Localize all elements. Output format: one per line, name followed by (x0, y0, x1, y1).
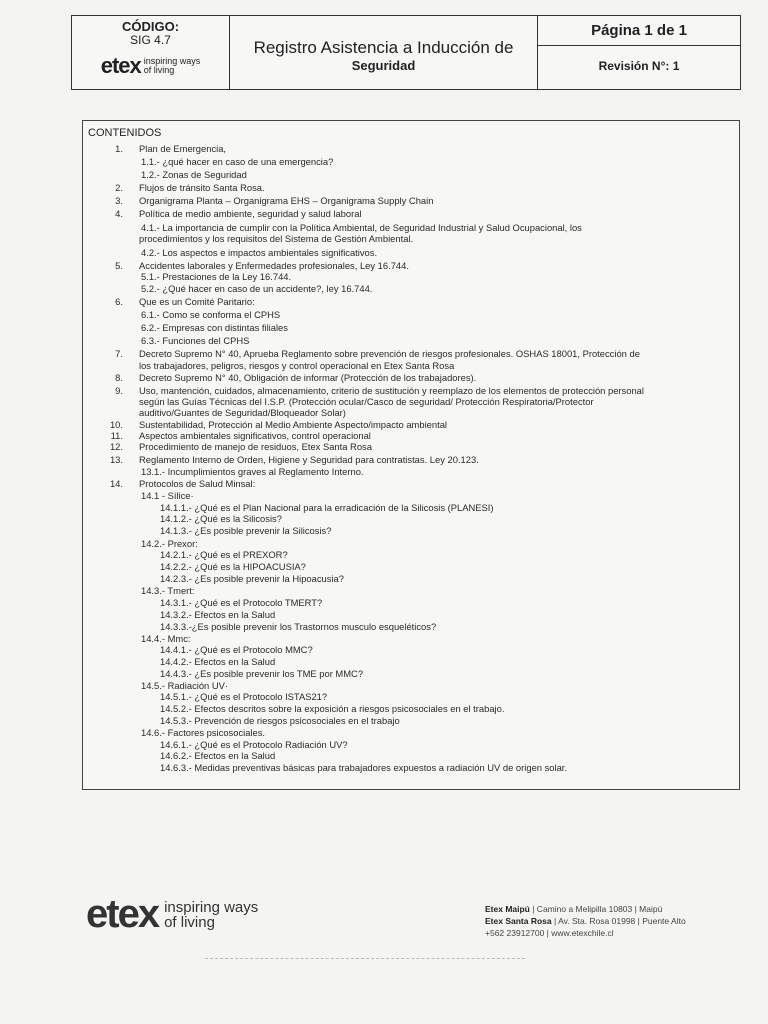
address-santa-rosa (485, 915, 686, 927)
code-label: CÓDIGO: (121, 19, 180, 34)
footer-divider (205, 958, 525, 959)
footer-tagline-line-1: inspiring ways (164, 898, 259, 916)
contents-line: Organigrama Planta – Organigrama EHS – Organigrama Supply Chain (139, 195, 434, 206)
contents-line: Que es un Comité Paritario: (139, 296, 255, 307)
contents-line: Política de medio ambiente, seguridad y salud laboral (139, 208, 362, 219)
item-number: 10. (109, 419, 123, 430)
contents-line: 14.6.2.- Efectos en la Salud (160, 750, 276, 761)
contents-line: Protocolos de Salud Minsal: (139, 478, 256, 489)
contents-line: 14.4.1.- ¿Qué es el Protocolo MMC? (160, 644, 313, 655)
contents-line: 14.1.1.- ¿Qué es el Plan Nacional para la erradicación de la Silicosis (PLANESI) (160, 502, 494, 513)
revision-cell (538, 46, 740, 89)
contents-box (82, 120, 740, 790)
contents-line: 14.2.3.- ¿Es posible prevenir la Hipoacusia? (160, 573, 344, 584)
contents-line: 14.6.- Factores psicosociales. (141, 727, 266, 738)
document-header (71, 15, 741, 90)
contents-line: 4.1.- La importancia de cumplir con la Política Ambiental, de Seguridad Industrial y Salud Ocupacional, los (141, 222, 582, 233)
contents-line: Decreto Supremo N° 40, Obligación de informar (Protección de los trabajadores). (139, 372, 477, 383)
contents-line: 5.1.- Prestaciones de la Ley 16.744. (141, 271, 292, 282)
contents-line: Accidentes laborales y Enfermedades profesionales, Ley 16.744. (139, 260, 409, 271)
logo-tagline-line-2: of living (143, 65, 175, 75)
contents-title: CONTENIDOS (88, 127, 162, 139)
footer-logo (86, 892, 258, 937)
contents-line: los trabajadores, peligros, riesgos y control operacional en Etex Santa Rosa (139, 360, 455, 371)
contents-line: 6.1.- Como se conforma el CPHS (141, 309, 281, 320)
contents-line: 14.5.3.- Prevención de riesgos psicosociales en el trabajo (160, 715, 400, 726)
contents-line: 1.1.- ¿qué hacer en caso de una emergencia? (141, 156, 334, 167)
item-number: 12. (109, 441, 123, 452)
address-contact: +562 23912700 | www.etexchile.cl (485, 928, 614, 938)
contents-line: 14.3.3.-¿Es posible prevenir los Trastornos musculo esqueléticos? (160, 621, 437, 632)
contents-line: 14.1 - Sílice· (141, 490, 194, 501)
contents-line: 14.1.3.- ¿Es posible prevenir la Silicosis? (160, 525, 332, 536)
address-santa-rosa-text: | Av. Sta. Rosa 01998 | Puente Alto (551, 916, 686, 926)
contents-line: Sustentabilidad, Protección al Medio Ambiente Aspecto/impacto ambiental (139, 419, 447, 430)
address-santa-rosa-name: Etex Santa Rosa (485, 916, 552, 926)
item-number: 5. (115, 260, 123, 271)
contents-line: 14.5.1.- ¿Qué es el Protocolo ISTAS21? (160, 691, 328, 702)
contents-line: 14.6.1.- ¿Qué es el Protocolo Radiación UV? (160, 739, 348, 750)
contents-line: 5.2.- ¿Qué hacer en caso de un accidente?, ley 16.744. (141, 283, 373, 294)
contents-line: Aspectos ambientales significativos, control operacional (139, 430, 371, 441)
contents-line: 14.3.2.- Efectos en la Salud (160, 609, 276, 620)
contents-line: Decreto Supremo N° 40, Aprueba Reglamento sobre prevención de riesgos profesionales. OSHAS 18001, Protección de (139, 348, 640, 359)
item-number: 9. (115, 385, 123, 396)
code-cell (72, 16, 230, 89)
contents-line: según las Guías Técnicas del I.S.P. (Protección ocular/Casco de seguridad/ Protección Respiratoria/Protector (139, 396, 594, 407)
contents-line: 1.2.- Zonas de Seguridad (141, 169, 247, 180)
contents-line: 14.4.3.- ¿Es posible prevenir los TME por MMC? (160, 668, 364, 679)
contents-line: 4.2.- Los aspectos e impactos ambientales significativos. (141, 247, 378, 258)
item-number: 4. (115, 208, 123, 219)
contents-line: Procedimiento de manejo de residuos, Etex Santa Rosa (139, 441, 372, 452)
contents-line: 14.4.- Mmc: (141, 633, 191, 644)
logo-tagline (144, 57, 201, 75)
contents-line: auditivo/Guantes de Seguridad/Bloqueador Solar) (139, 407, 346, 418)
contents-line: 14.6.3.- Medidas preventivas básicas para trabajadores expuestos a radiación UV de origen solar. (160, 762, 568, 773)
contents-line: 14.2.1.- ¿Qué es el PREXOR? (160, 549, 288, 560)
item-number: 7. (115, 348, 123, 359)
document-title: Registro Asistencia a Inducción de (253, 38, 514, 57)
page-cell (538, 16, 740, 46)
contents-line: 6.2.- Empresas con distintas filiales (141, 322, 288, 333)
contents-line: 14.3.1.- ¿Qué es el Protocolo TMERT? (160, 597, 323, 608)
etex-logo (72, 53, 229, 79)
footer-address (485, 903, 686, 939)
item-number: 8. (115, 372, 123, 383)
item-number: 11. (110, 430, 123, 441)
contents-line: 14.5.- Radiación UV· (141, 680, 229, 691)
revision-number: Revisión N°: 1 (598, 59, 680, 73)
code-value: SIG 4.7 (130, 33, 171, 47)
footer-logo-word: etex (86, 892, 159, 936)
contents-line: 14.2.- Prexor: (141, 538, 198, 549)
item-number: 3. (115, 195, 123, 206)
logo-tagline-line-1: inspiring ways (143, 56, 201, 66)
contents-line: 14.3.- Tmert: (141, 585, 195, 596)
page-number: Página 1 de 1 (591, 22, 687, 39)
contents-line: Plan de Emergencia, (139, 143, 227, 154)
address-maipu (485, 903, 686, 915)
address-maipu-name: Etex Maipú (485, 904, 530, 914)
contents-line: 6.3.- Funciones del CPHS (141, 335, 250, 346)
contents-line: Flujos de tránsito Santa Rosa. (139, 182, 265, 193)
address-maipu-text: | Camino a Melipilla 10803 | Maipú (529, 904, 663, 914)
contents-line: 13.1.- Incumplimientos graves al Reglamento Interno. (141, 466, 364, 477)
contents-line: 14.4.2.- Efectos en la Salud (160, 656, 276, 667)
contents-line: procedimientos y los requisitos del Sistema de Gestión Ambiental. (139, 233, 414, 244)
item-number: 2. (115, 182, 123, 193)
logo-word: etex (100, 53, 141, 78)
contents-line: 14.1.2.- ¿Qué es la Silicosis? (160, 513, 282, 524)
contents-line: 14.5.2.- Efectos descritos sobre la exposición a riesgos psicosociales en el trabajo. (160, 703, 505, 714)
item-number: 13. (109, 454, 123, 465)
contents-line: 14.2.2.- ¿Qué es la HIPOACUSIA? (160, 561, 306, 572)
document-subtitle: Seguridad (351, 58, 416, 73)
item-number: 6. (115, 296, 123, 307)
contents-line: Reglamento Interno de Orden, Higiene y Seguridad para contratistas. Ley 20.123. (139, 454, 479, 465)
footer-tagline-line-2: of living (164, 913, 215, 931)
item-number: 14. (109, 478, 123, 489)
title-cell (230, 16, 538, 89)
footer-tagline (164, 900, 258, 930)
item-number: 1. (115, 143, 123, 154)
contents-line: Uso, mantención, cuidados, almacenamiento, criterio de sustitución y reemplazo de los elementos de protección personal (139, 385, 644, 396)
